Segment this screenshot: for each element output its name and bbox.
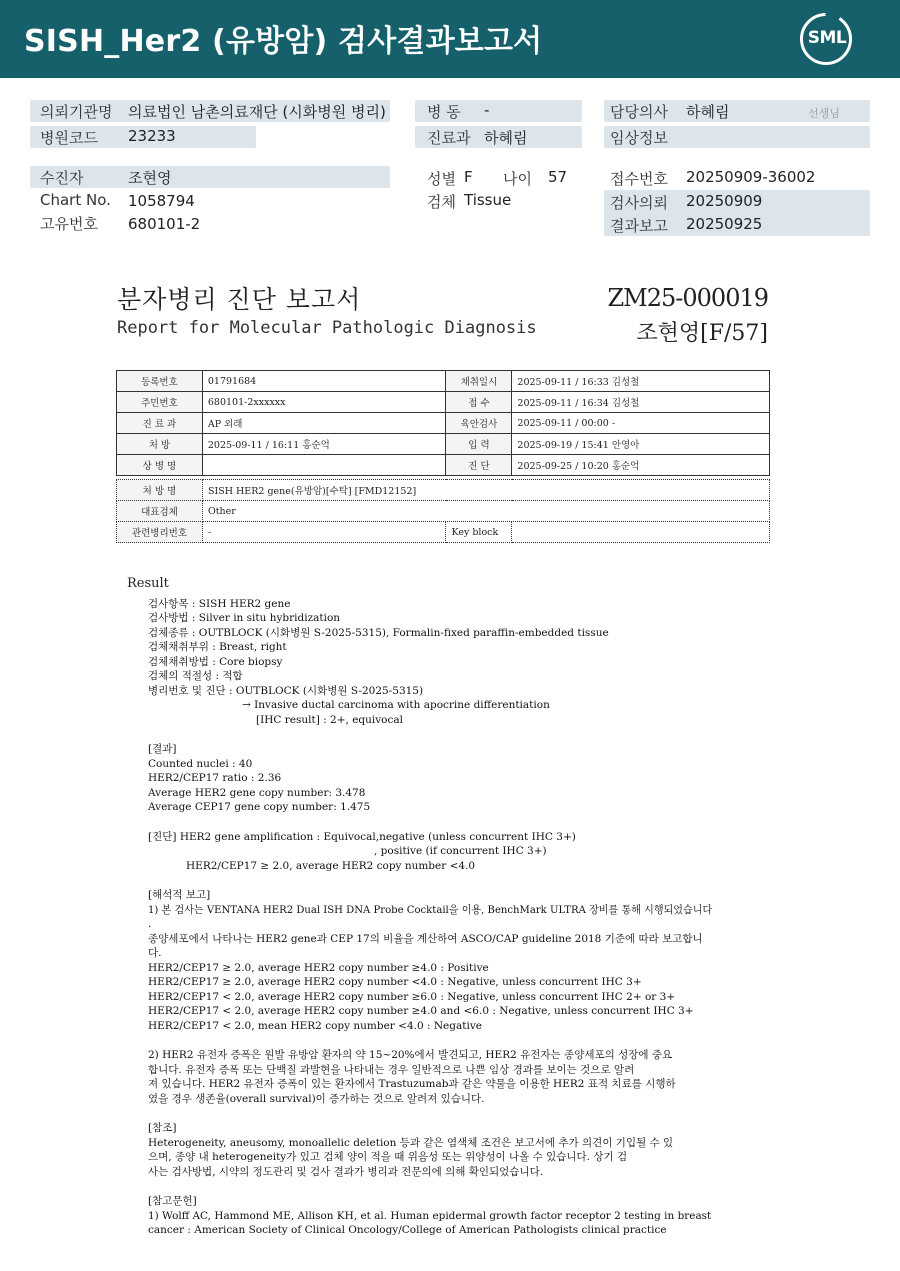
result-line: Counted nuclei : 40 (148, 758, 253, 770)
result-line: [참조] (148, 1122, 177, 1134)
table-cell: 2025-09-25 / 10:20 홍순억 (512, 455, 770, 476)
result-line: HER2/CEP17 < 2.0, average HER2 copy number ≥4.0 and <6.0 : Negative, unless concurrent IHC 3+ (148, 1005, 694, 1017)
prescription-table (116, 479, 770, 543)
registration-table (116, 370, 770, 476)
result-line: 검사방법 : Silver in situ hybridization (148, 612, 341, 624)
receipt-no-value: 20250909-36002 (686, 168, 816, 186)
dept-value: 하혜림 (484, 129, 528, 147)
result-line: [IHC result] : 2+, equivocal (256, 714, 404, 726)
result-line: 져 있습니다. HER2 유전자 증폭이 있는 환자에서 Trastuzumab과 같은 약물을 이용한 HER2 표적 치료를 시행하 (148, 1078, 676, 1090)
table-label: 처 방 명 (117, 480, 203, 501)
table-cell: 01791684 (202, 371, 446, 392)
report-title-en: Report for Molecular Pathologic Diagnosis (117, 318, 537, 338)
unique-no-label: 고유번호 (40, 215, 98, 233)
result-line: 합니다. 유전자 증폭 또는 단백질 과발현을 나타내는 경우 일반적으로 나쁜 임상 경과를 보이는 것으로 알려 (148, 1064, 635, 1076)
institution-label: 의뢰기관명 (40, 103, 113, 121)
table-label: 처 방 (117, 434, 203, 455)
result-title: Result (127, 576, 169, 591)
report-date-value: 20250925 (686, 215, 763, 233)
report-patient: 조현영[F/57] (636, 321, 768, 346)
table-cell: 680101-2xxxxxx (202, 392, 446, 413)
result-line: [참고문헌] (148, 1195, 197, 1207)
table-label: 접 수 (446, 392, 512, 413)
result-line: → Invasive ductal carcinoma with apocrine differentiation (242, 699, 550, 711)
chart-value: 1058794 (128, 192, 195, 210)
result-line: HER2/CEP17 ≥ 2.0, average HER2 copy number ≥4.0 : Positive (148, 962, 489, 974)
hospital-code-value: 23233 (128, 127, 176, 145)
result-line: [진단] HER2 gene amplification : Equivocal,negative (unless concurrent IHC 3+) (148, 831, 576, 843)
dept-label: 진료과 (427, 129, 471, 147)
result-line: 검체채취부위 : Breast, right (148, 641, 287, 653)
patient-label: 수진자 (40, 169, 84, 187)
table-label: 상 병 명 (117, 455, 203, 476)
result-line: Heterogeneity, aneusomy, monoallelic deletion 등과 같은 염색체 조건은 보고서에 추가 의견이 기입될 수 있 (148, 1137, 674, 1149)
result-line: 종양세포에서 나타나는 HER2 gene과 CEP 17의 비율을 계산하여 ASCO/CAP guideline 2018 기준에 따라 보고합니 (148, 933, 703, 945)
result-line: 사는 검사방법, 시약의 정도관리 및 검사 결과가 병리과 전문의에 의해 확인되었습니다. (148, 1166, 544, 1178)
table-cell: Other (202, 501, 769, 522)
ward-value: - (484, 101, 490, 119)
age-label: 나이 (503, 170, 532, 188)
request-date-value: 20250909 (686, 192, 763, 210)
table-row (117, 501, 770, 522)
table-label: 주민번호 (117, 392, 203, 413)
table-label: 대표검체 (117, 501, 203, 522)
table-row (117, 480, 770, 501)
result-line: 다. (148, 947, 162, 959)
report-title-ko: 분자병리 진단 보고서 (117, 285, 362, 314)
result-line: Average CEP17 gene copy number: 1.475 (148, 801, 371, 813)
sex-label: 성별 (427, 170, 456, 188)
header-bar (0, 0, 900, 78)
specimen-value: Tissue (464, 191, 512, 209)
unique-no-value: 680101-2 (128, 215, 201, 233)
institution-value: 의료법인 남촌의료재단 (시화병원 병리) (128, 103, 386, 121)
result-line: , positive (if concurrent IHC 3+) (374, 845, 547, 857)
table-cell: 2025-09-11 / 16:11 홍순억 (202, 434, 446, 455)
result-line: 검체의 적절성 : 적합 (148, 670, 243, 682)
result-line: HER2/CEP17 ratio : 2.36 (148, 772, 282, 784)
result-line: 1) Wolff AC, Hammond ME, Allison KH, et al. Human epidermal growth factor receptor 2 testing in breast (148, 1210, 712, 1222)
result-line: 병리번호 및 진단 : OUTBLOCK (시화병원 S-2025-5315) (148, 685, 424, 697)
report-date-label: 결과보고 (610, 217, 668, 235)
ward-label: 병 동 (427, 103, 461, 121)
table-row (117, 371, 770, 392)
page-title: SISH_Her2 (유방암) 검사결과보고서 (24, 24, 543, 59)
result-line: 검체종류 : OUTBLOCK (시화병원 S-2025-5315), Formalin-fixed paraffin-embedded tissue (148, 627, 609, 639)
result-line: 검체채취방법 : Core biopsy (148, 656, 283, 668)
table-row (117, 455, 770, 476)
patient-bar (30, 166, 390, 188)
result-line: 2) HER2 유전자 증폭은 원발 유방암 환자의 약 15~20%에서 발견되고, HER2 유전자는 종양세포의 성장에 중요 (148, 1049, 673, 1061)
result-line: HER2/CEP17 < 2.0, mean HER2 copy number <4.0 : Negative (148, 1020, 482, 1032)
table-label: 채취일시 (446, 371, 512, 392)
report-number: ZM25-000019 (607, 284, 768, 312)
table-label: 등록번호 (117, 371, 203, 392)
specimen-label: 검체 (427, 193, 456, 211)
table-row (117, 434, 770, 455)
hospital-code-label: 병원코드 (40, 129, 98, 147)
result-line: [해석적 보고] (148, 889, 211, 901)
receipt-no-label: 접수번호 (610, 170, 668, 188)
doctor-label: 담당의사 (610, 103, 668, 121)
table-label: 관련병리번호 (117, 522, 203, 543)
table-label: Key block (446, 522, 512, 543)
request-date-label: 검사의뢰 (610, 194, 668, 212)
table-cell: AP 외래 (202, 413, 446, 434)
table-label: 육안검사 (446, 413, 512, 434)
table-cell: 2025-09-11 / 16:33 김성철 (512, 371, 770, 392)
table-cell: 2025-09-19 / 15:41 안영아 (512, 434, 770, 455)
table-cell: 2025-09-11 / 16:34 김성철 (512, 392, 770, 413)
age-value: 57 (548, 168, 568, 186)
result-line: 으며, 종양 내 heterogeneity가 있고 검체 양이 적을 때 위음성 또는 위양성이 나올 수 있습니다. 상기 검 (148, 1151, 628, 1163)
sex-value: F (464, 168, 473, 186)
table-cell: - (202, 522, 446, 543)
result-line: 였을 경우 생존율(overall survival)이 증가하는 것으로 알려져 있습니다. (148, 1093, 485, 1105)
table-label: 진 단 (446, 455, 512, 476)
doctor-value: 하혜림 (686, 103, 730, 121)
sml-logo-text: SML (807, 28, 847, 48)
result-line: 1) 본 검사는 VENTANA HER2 Dual ISH DNA Probe Cocktail을 이용, BenchMark ULTRA 장비를 통해 시행되었습니다 (148, 904, 713, 916)
table-row (117, 413, 770, 434)
table-label: 입 력 (446, 434, 512, 455)
clinical-label: 임상정보 (610, 129, 668, 147)
table-label: 진 료 과 (117, 413, 203, 434)
table-cell (512, 522, 770, 543)
result-line: HER2/CEP17 ≥ 2.0, average HER2 copy number <4.0 : Negative, unless concurrent IHC 3+ (148, 976, 642, 988)
table-cell (202, 455, 446, 476)
result-line: cancer : American Society of Clinical Oncology/College of American Pathologists clinical practice (148, 1224, 667, 1236)
result-line: 검사항목 : SISH HER2 gene (148, 598, 291, 610)
table-row (117, 522, 770, 543)
result-line: HER2/CEP17 < 2.0, average HER2 copy number ≥6.0 : Negative, unless concurrent IHC 2+ or 3+ (148, 991, 676, 1003)
result-line: [결과] (148, 743, 177, 755)
result-line: Average HER2 gene copy number: 3.478 (148, 787, 366, 799)
doctor-suffix: 선생님 (808, 107, 840, 120)
result-line: . (148, 918, 152, 930)
table-cell: 2025-09-11 / 00:00 - (512, 413, 770, 434)
chart-label: Chart No. (40, 191, 111, 209)
table-cell: SISH HER2 gene(유방암)[수탁] [FMD12152] (202, 480, 769, 501)
result-line: HER2/CEP17 ≥ 2.0, average HER2 copy number <4.0 (186, 860, 476, 872)
table-row (117, 392, 770, 413)
patient-value: 조현영 (128, 169, 172, 187)
